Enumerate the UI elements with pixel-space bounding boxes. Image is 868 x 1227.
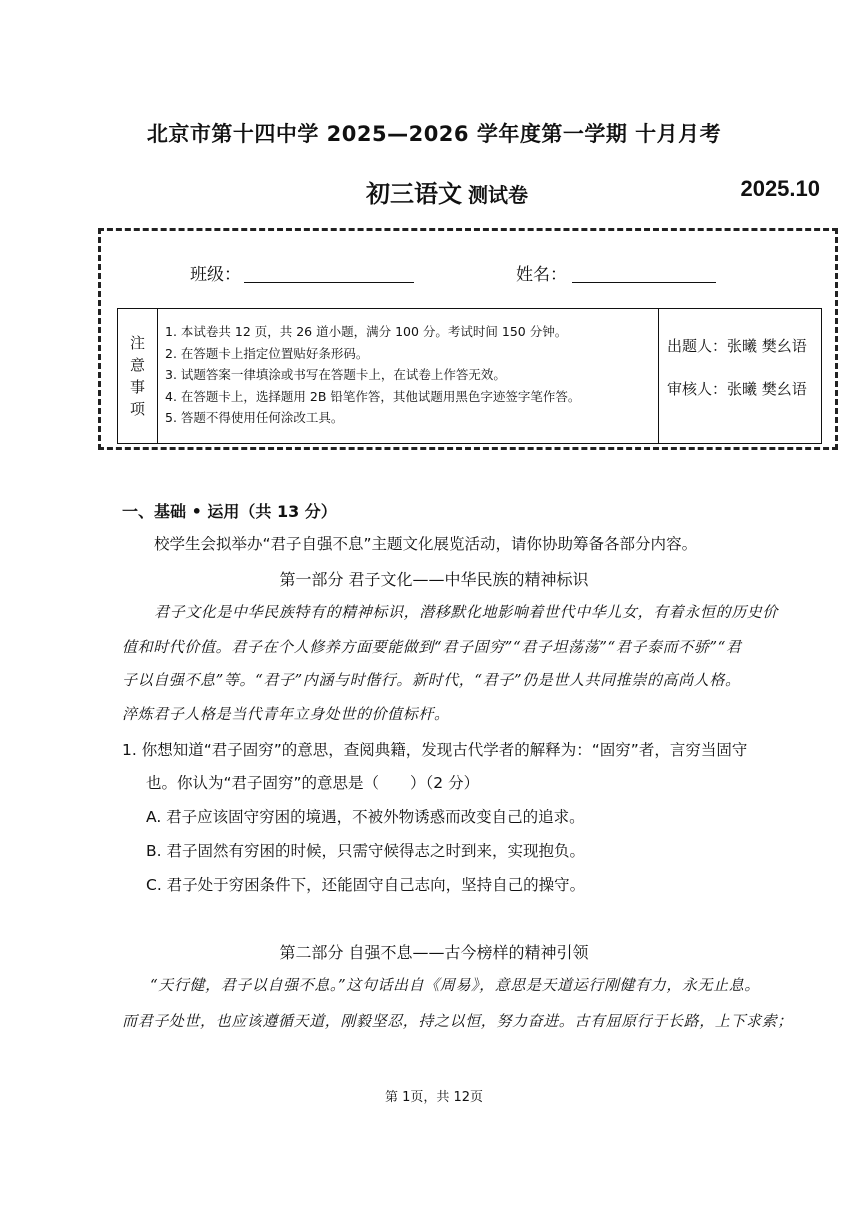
notice-heading-char: 注: [129, 334, 145, 352]
notice-item: 3. 试题答案一律填涂或书写在答题卡上，在试卷上作答无效。: [165, 367, 506, 382]
name-label: 姓名：: [516, 265, 567, 285]
subject-row: [0, 174, 868, 208]
notice-heading-char: 项: [129, 400, 145, 418]
notice-item: 4. 在答题卡上，选择题用 2B 铅笔作答，其他试题用黑色字迹签字笔作答。: [165, 388, 581, 404]
subject-name: 初三语文: [366, 180, 462, 208]
passage2-line: 而君子处世，也应该遵循天道，刚毅坚忍，持之以恒，努力奋进。古有屈原行于长路，上下求索；: [122, 1012, 793, 1030]
notice-item: 1. 本试卷共 12 页，共 26 道小题，满分 100 分。考试时间 150 分钟。: [165, 324, 568, 339]
section-title: 一、基础 • 运用（共 13 分）: [122, 502, 337, 521]
notice-heading-char: 意: [129, 356, 145, 374]
class-label: 班级：: [190, 265, 241, 285]
notice-item: 5. 答题不得使用任何涂改工具。: [165, 410, 344, 425]
passage1-line: 值和时代价值。君子在个人修养方面要能做到“君子固穷”“君子坦荡荡”“君子泰而不骄”“君: [122, 638, 742, 656]
exam-date: 2025.10: [740, 176, 820, 201]
question1-stem-cont: 也。你认为“君子固穷”的意思是（ ）（2 分）: [146, 774, 480, 792]
school-title: 北京市第十四中学 2025—2026 学年度第一学期 十月月考: [146, 122, 722, 146]
student-info-row: [190, 258, 750, 288]
name-blank[interactable]: [572, 282, 716, 283]
question1-option-c: C. 君子处于穷困条件下，还能固守自己志向，坚持自己的操守。: [146, 876, 586, 894]
section-intro: 校学生会拟举办“君子自强不息”主题文化展览活动，请你协助筹备各部分内容。: [154, 535, 698, 553]
question1-stem: 1. 你想知道“君子固穷”的意思，查阅典籍，发现古代学者的解释为：“固穷”者，言穷当固守: [122, 741, 748, 759]
notice-heading: [118, 309, 158, 443]
passage2-line: “天行健，君子以自强不息。”这句话出自《周易》，意思是天道运行刚健有力，永无止息。: [150, 976, 760, 994]
notice-list: [165, 321, 655, 429]
part1-title: 第一部分 君子文化——中华民族的精神标识: [279, 570, 589, 589]
paper-type: 测试卷: [468, 183, 528, 207]
subject-title: [366, 174, 528, 209]
question1-option-a: A. 君子应该固守穷困的境遇，不被外物诱惑而改变自己的追求。: [146, 808, 585, 826]
setter-text: 出题人：张曦 樊幺语: [667, 337, 807, 355]
notice-item: 2. 在答题卡上指定位置贴好条形码。: [165, 345, 369, 361]
class-blank[interactable]: [244, 282, 414, 283]
notice-heading-char: 事: [129, 378, 145, 396]
page-footer: 第 1页，共 12页: [384, 1090, 484, 1105]
setter-panel: [658, 309, 820, 443]
reviewer-text: 审核人：张曦 樊幺语: [667, 380, 807, 398]
notice-table: [117, 308, 822, 444]
question1-option-b: B. 君子固然有穷困的时候，只需守候得志之时到来，实现抱负。: [146, 842, 585, 860]
passage1-line: 子以自强不息”等。“君子”内涵与时偕行。新时代，“君子”仍是世人共同推崇的高尚人格。: [122, 671, 741, 689]
passage1-line: 淬炼君子人格是当代青年立身处世的价值标杆。: [122, 705, 450, 723]
part2-title: 第二部分 自强不息——古今榜样的精神引领: [279, 943, 589, 962]
passage1-line: 君子文化是中华民族特有的精神标识，潜移默化地影响着世代中华儿女，有着永恒的历史价: [154, 603, 779, 621]
